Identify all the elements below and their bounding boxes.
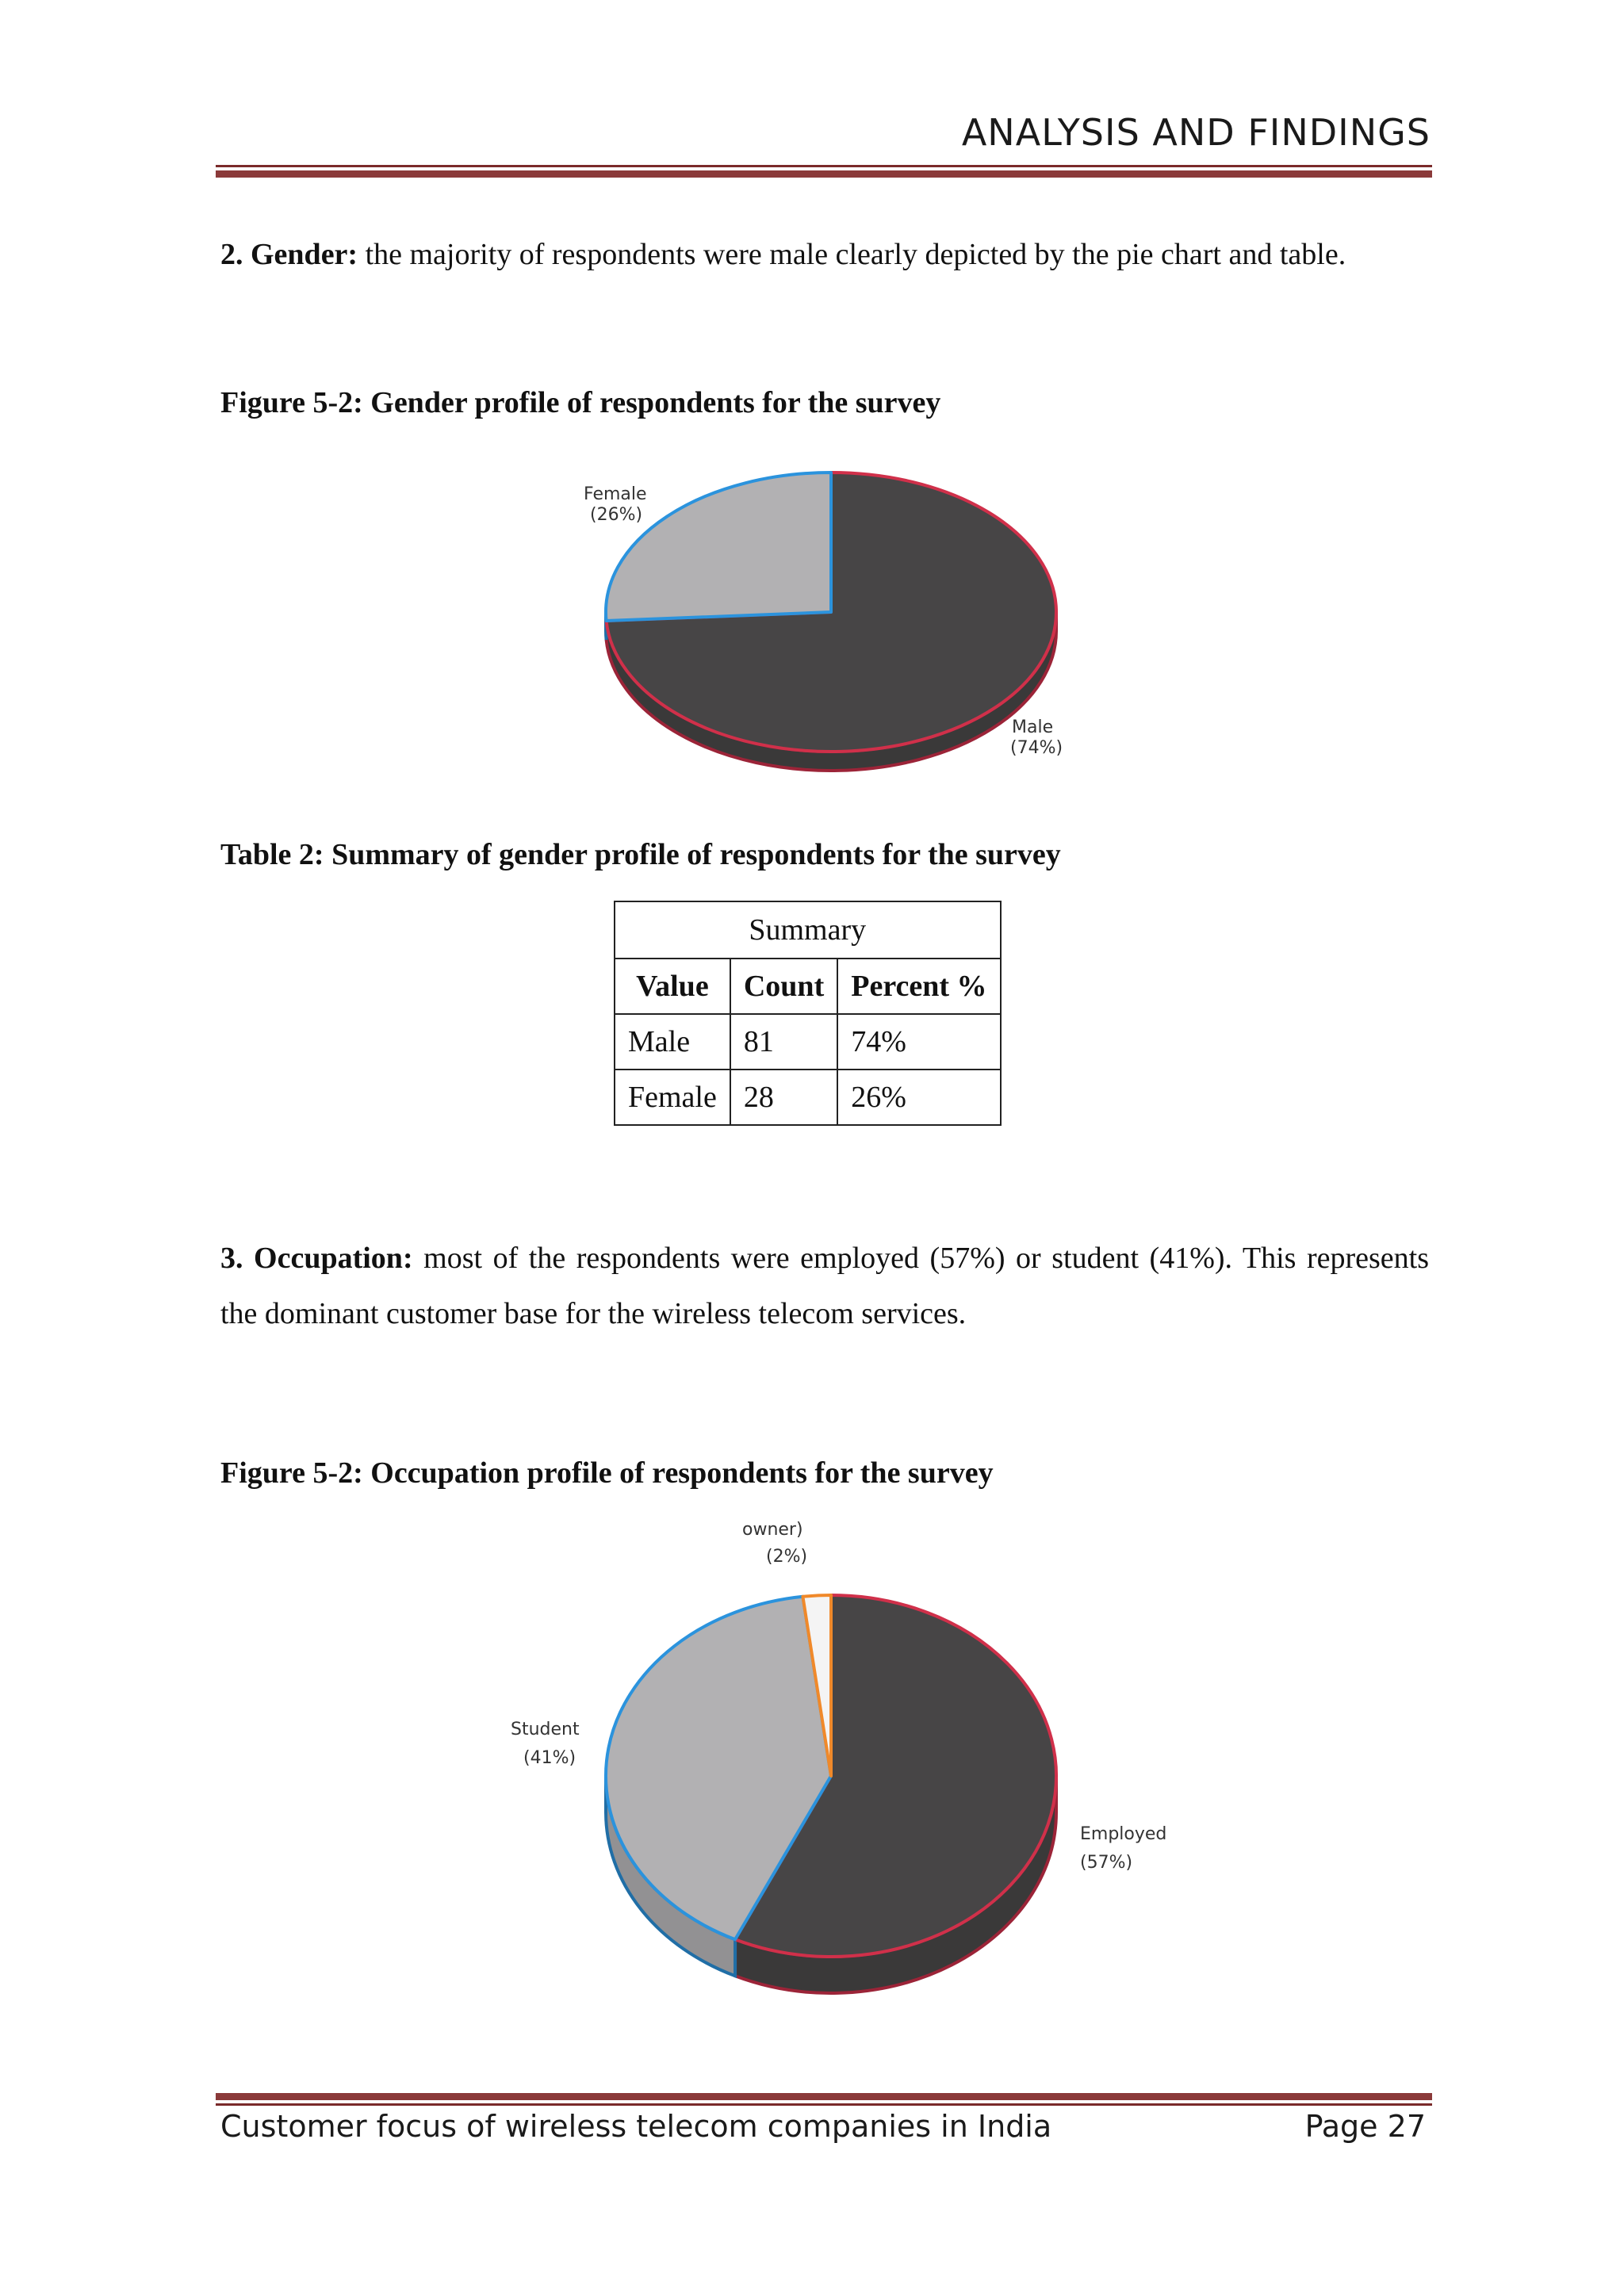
table-header-row: [615, 959, 1001, 1014]
table-title-row: [615, 901, 1001, 959]
table-cell: Male: [615, 1014, 730, 1070]
occupation-heading: 3. Occupation:: [220, 1242, 413, 1275]
gender-value-female: (26%): [590, 505, 643, 525]
table-cell: 26%: [837, 1070, 1000, 1125]
occupation-text: most of the respondents were employed (57%) or student (41%). This represents the dominant customer base for the wireless telecom services.: [220, 1242, 1429, 1330]
gender-text: the majority of respondents were male clearly depicted by the pie chart and table.: [358, 238, 1346, 271]
gender-figure-caption: Figure 5-2: Gender profile of respondents for the survey: [220, 386, 941, 419]
table-cell: 74%: [837, 1014, 1000, 1070]
gender-summary-table: [614, 901, 1002, 1126]
gender-heading: 2. Gender:: [220, 238, 358, 271]
column-header: Count: [730, 959, 837, 1014]
table-cell: 81: [730, 1014, 837, 1070]
footer-rule: [216, 2093, 1432, 2106]
table-caption: Table 2: Summary of gender profile of respondents for the survey: [220, 838, 1061, 871]
occupation-value-student: (41%): [523, 1748, 576, 1768]
footer-document-title: Customer focus of wireless telecom companies in India: [220, 2109, 1052, 2144]
occupation-pie-chart: [500, 1514, 1197, 2006]
table-row: [615, 1070, 1001, 1125]
occupation-pie-top: [606, 1595, 1056, 1957]
column-header: Value: [615, 959, 730, 1014]
gender-value-male: (74%): [1010, 738, 1063, 758]
column-header: Percent %: [837, 959, 1000, 1014]
page-header-title: ANALYSIS AND FINDINGS: [961, 111, 1431, 154]
gender-pie-top: [606, 473, 1056, 752]
occupation-label-student: Student: [511, 1720, 580, 1739]
table-title: Summary: [615, 901, 1001, 959]
occupation-label-employed: Employed: [1080, 1824, 1167, 1844]
gender-paragraph: [220, 227, 1429, 282]
occupation-value-owner: (2%): [766, 1547, 808, 1567]
gender-label-male: Male: [1012, 718, 1054, 737]
occupation-value-employed: (57%): [1080, 1853, 1133, 1873]
occupation-paragraph: [220, 1230, 1429, 1341]
occupation-label-owner: owner): [742, 1520, 803, 1540]
gender-pie-chart: [555, 460, 1078, 777]
table-cell: 28: [730, 1070, 837, 1125]
table-row: [615, 1014, 1001, 1070]
occupation-figure-caption: Figure 5-2: Occupation profile of respondents for the survey: [220, 1456, 994, 1490]
footer-page-number: Page 27: [1304, 2109, 1426, 2144]
header-rule: [216, 165, 1432, 178]
gender-label-female: Female: [584, 484, 647, 504]
table-cell: Female: [615, 1070, 730, 1125]
